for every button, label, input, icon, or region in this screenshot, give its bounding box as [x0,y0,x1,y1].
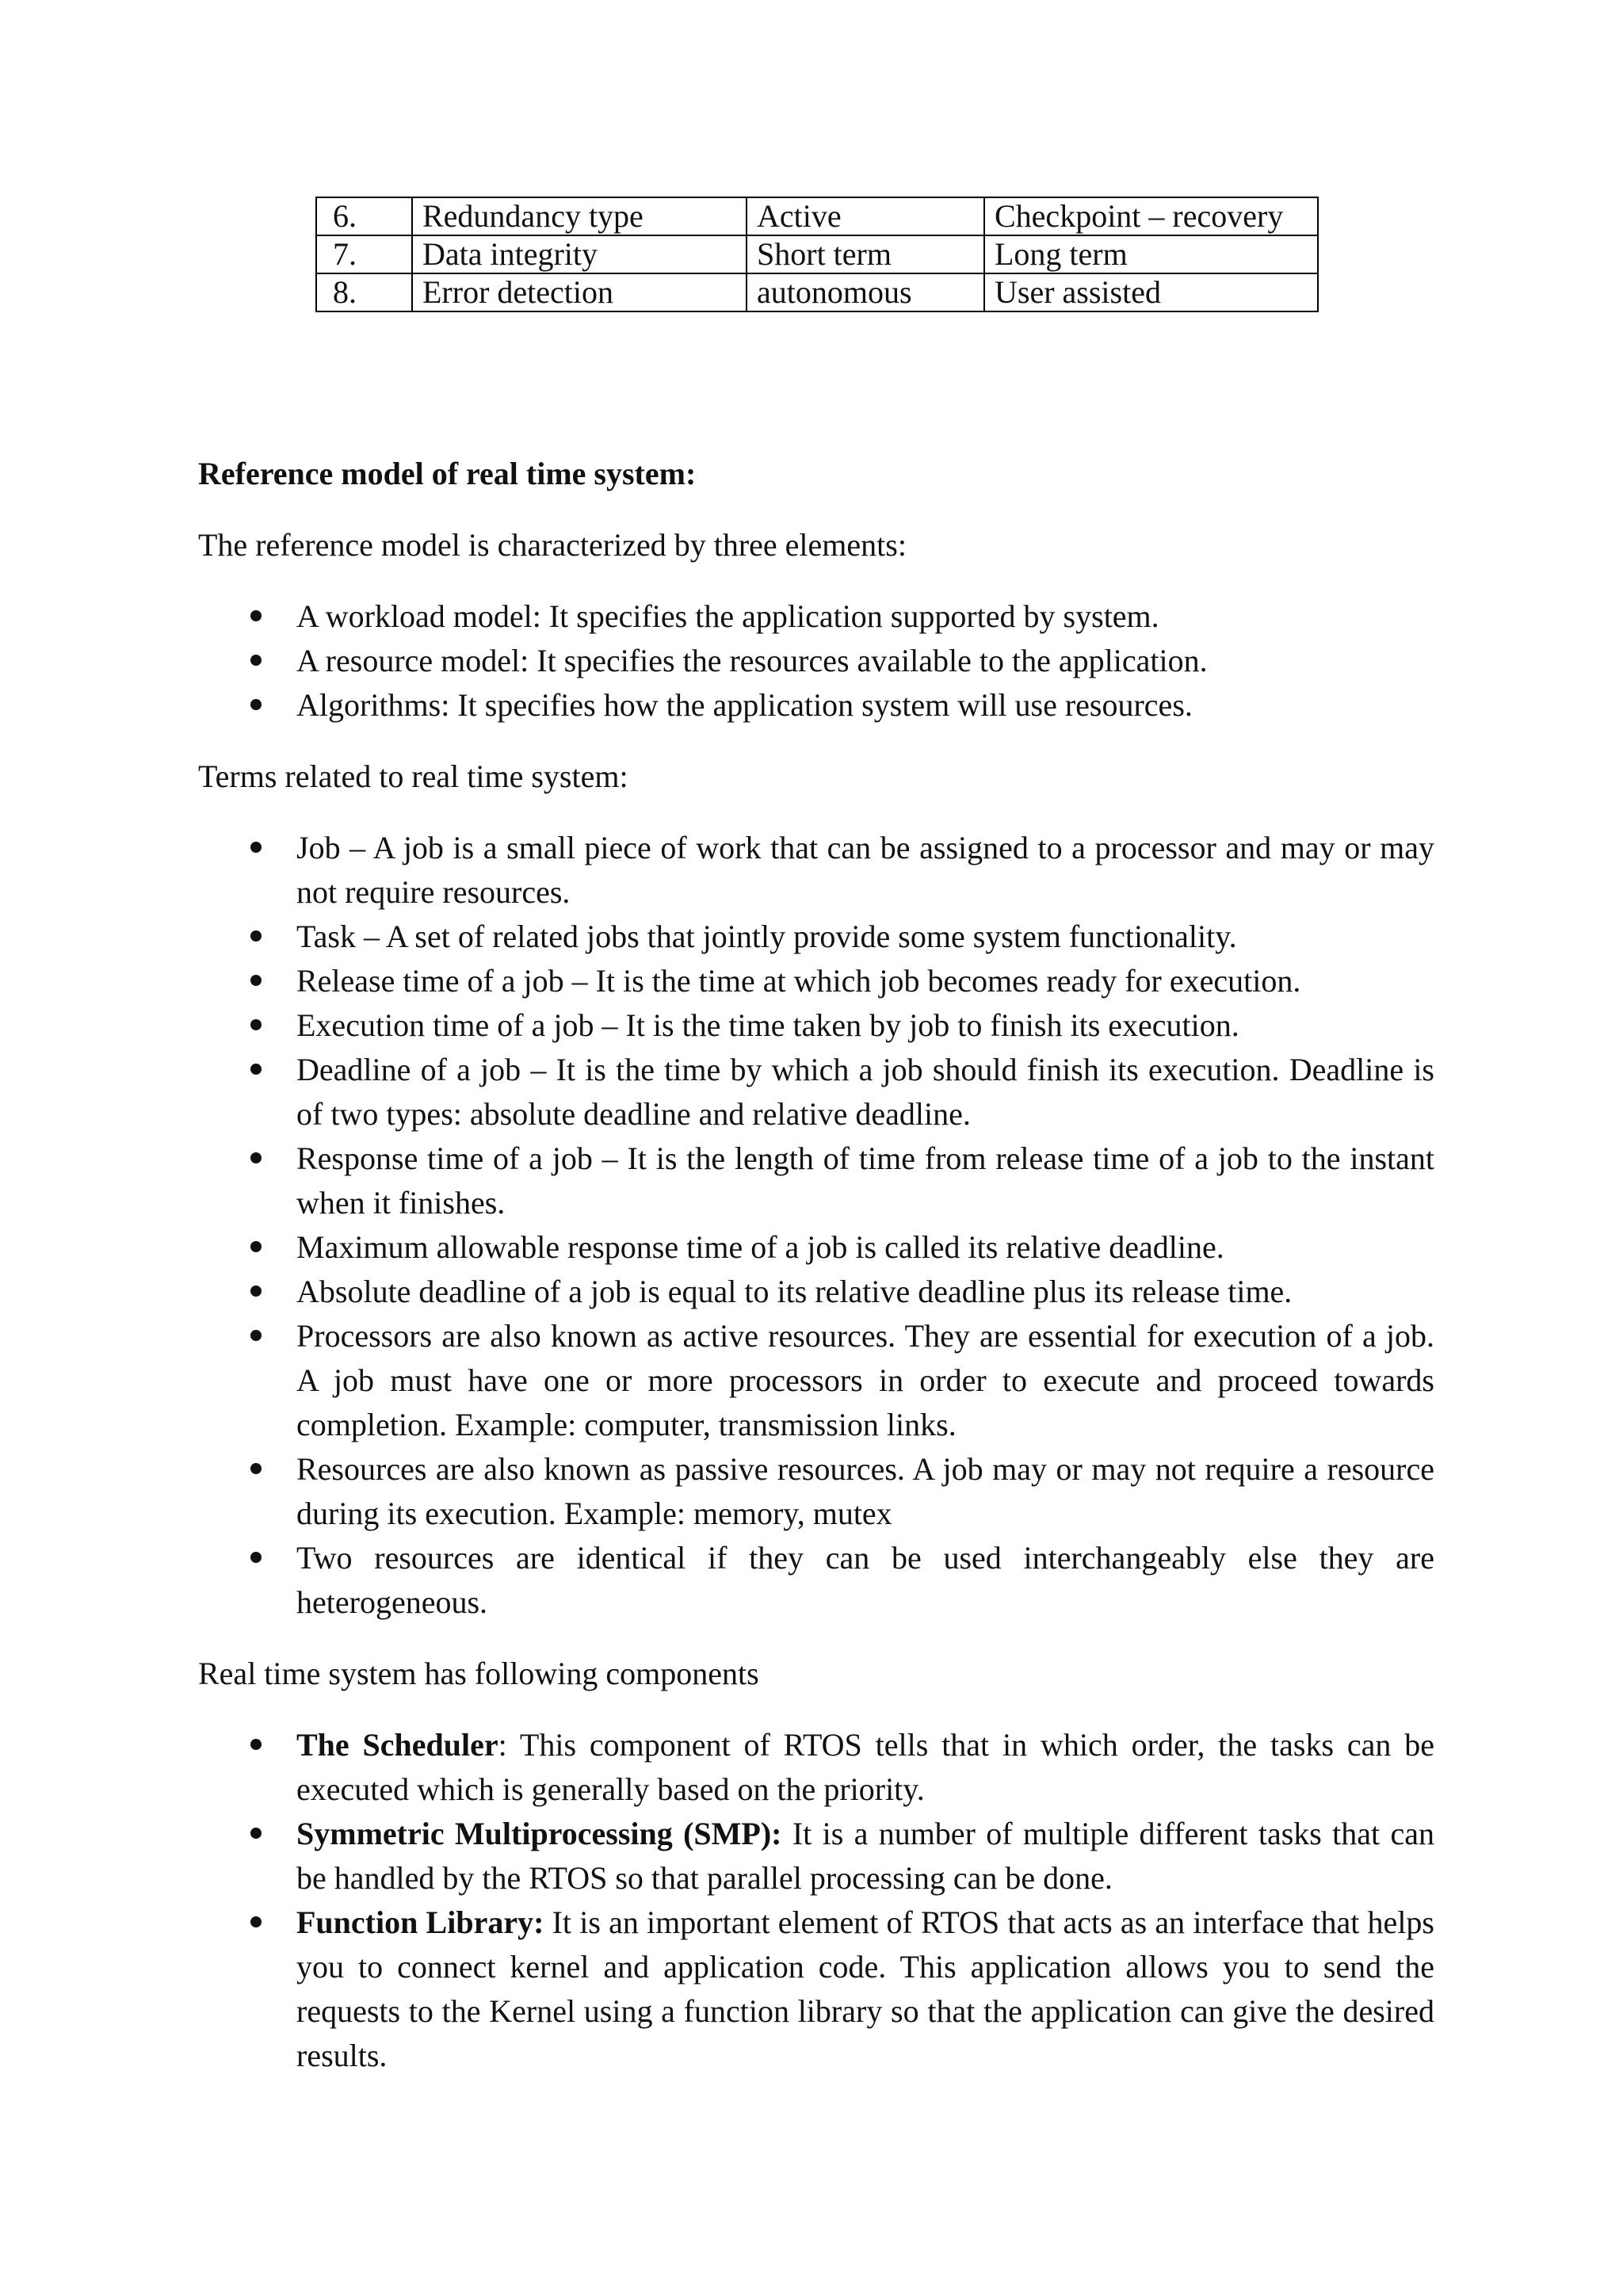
reference-model-list [198,594,1434,728]
component-term: Function Library: [296,1904,544,1940]
list-item [198,1270,1434,1314]
list-item-text: Job – A job is a small piece of work that can be assigned to a processor and may or may not require resources. [296,830,1434,910]
table-cell: 6. [316,197,412,235]
bullet-icon [250,1463,262,1474]
component-term: The Scheduler [296,1727,498,1763]
list-item [198,1048,1434,1137]
list-item-text: Release time of a job – It is the time at which job becomes ready for execution. [296,963,1301,999]
bullet-icon [250,842,262,853]
list-item [198,1447,1434,1536]
terms-list [198,826,1434,1625]
list-item-text: A resource model: It specifies the resources available to the application. [296,643,1208,678]
bullet-icon [250,699,262,710]
reference-model-intro: The reference model is characterized by three elements: [198,527,907,563]
bullet-icon [250,1739,262,1750]
list-item [198,1812,1434,1901]
bullet-icon [250,655,262,666]
table-cell: Long term [984,235,1318,273]
list-item-text: Maximum allowable response time of a job is called its relative deadline. [296,1229,1224,1265]
bullet-icon [250,1241,262,1252]
bullet-icon [250,1330,262,1341]
table-cell: Short term [747,235,984,273]
table-row [316,197,1318,235]
table-cell: 8. [316,273,412,311]
list-item [198,1137,1434,1225]
list-item [198,683,1434,728]
list-item-text: Task – A set of related jobs that jointly provide some system functionality. [296,919,1237,954]
list-item [198,594,1434,639]
bullet-icon [250,975,262,986]
list-item-text: Response time of a job – It is the length of time from release time of a job to the instant when it finishes. [296,1140,1434,1221]
section-heading: Reference model of real time system: [198,456,697,491]
bullet-icon [250,1286,262,1297]
list-item [198,1901,1434,2078]
bullet-icon [250,1019,262,1030]
list-item [198,1536,1434,1625]
table-cell: User assisted [984,273,1318,311]
component-description: It is a number of multiple different tasks that can be handled by the RTOS so that parallel processing can be done. [296,1816,1434,1896]
bullet-icon [250,1152,262,1163]
list-item [198,639,1434,683]
body-content [198,452,1434,2105]
list-item [198,1723,1434,1812]
bullet-icon [250,610,262,621]
list-item [198,826,1434,915]
bullet-icon [250,1552,262,1563]
bullet-icon [250,1828,262,1839]
list-item [198,1225,1434,1270]
bullet-icon [250,1916,262,1927]
table-cell: 7. [316,235,412,273]
comparison-table [315,197,1319,312]
list-item-text: Two resources are identical if they can be used interchangeably else they are heterogeneous. [296,1540,1434,1620]
list-item [198,1314,1434,1447]
terms-intro: Terms related to real time system: [198,758,628,794]
table-cell: Checkpoint – recovery [984,197,1318,235]
table-cell: autonomous [747,273,984,311]
list-item-text: Resources are also known as passive resources. A job may or may not require a resource during its execution. Example: memory, mutex [296,1451,1434,1531]
components-list [198,1723,1434,2078]
list-item-text: A workload model: It specifies the application supported by system. [296,598,1159,634]
list-item [198,959,1434,1003]
list-item-text: Execution time of a job – It is the time taken by job to finish its execution. [296,1007,1239,1043]
component-description: It is an important element of RTOS that acts as an interface that helps you to connect kernel and application code. This application allows you to send the requests to the Kernel using a function library so that the application can give the desired results. [296,1904,1434,2073]
table-row [316,235,1318,273]
bullet-icon [250,1064,262,1075]
list-item-text: Deadline of a job – It is the time by which a job should finish its execution. Deadline is of two types: absolute deadline and relative deadline. [296,1052,1434,1132]
list-item-text: Absolute deadline of a job is equal to its relative deadline plus its release time. [296,1274,1293,1309]
table-cell: Error detection [412,273,747,311]
table-cell: Active [747,197,984,235]
table-cell: Redundancy type [412,197,747,235]
component-term: Symmetric Multiprocessing (SMP): [296,1816,782,1851]
component-description: : This component of RTOS tells that in which order, the tasks can be executed which is generally based on the priority. [296,1727,1435,1807]
list-item-text: Algorithms: It specifies how the application system will use resources. [296,687,1193,723]
table-cell: Data integrity [412,235,747,273]
table-row [316,273,1318,311]
components-intro: Real time system has following components [198,1656,759,1691]
list-item [198,915,1434,959]
bullet-icon [250,930,262,942]
list-item-text: Processors are also known as active resources. They are essential for execution of a job. A job must have one or more processors in order to execute and proceed towards completion. Example: computer, transmission links. [296,1318,1434,1442]
list-item [198,1003,1434,1048]
